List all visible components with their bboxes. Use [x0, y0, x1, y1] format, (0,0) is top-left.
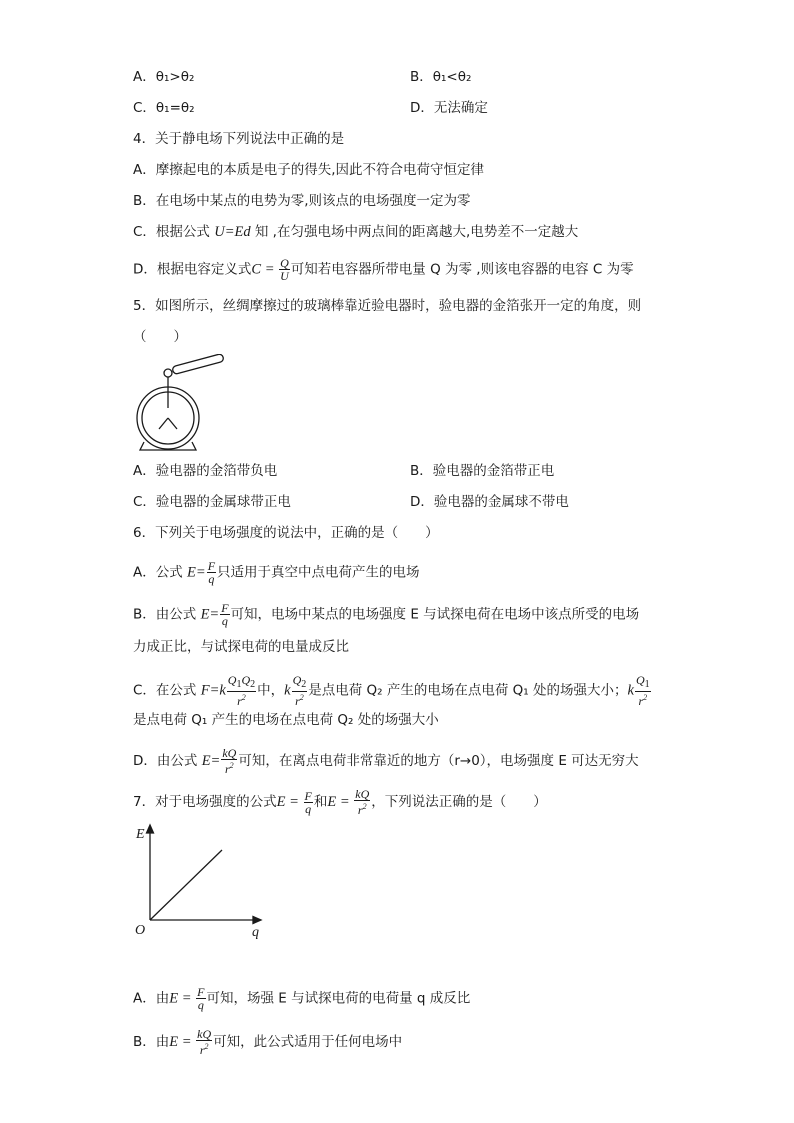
coulomb-fraction: $\frac{Q_1Q_2}{r^2}$ — [227, 673, 256, 708]
point-charge-fraction: $\frac{kQ}{r^2}$ — [197, 1027, 212, 1057]
q6-option-a: A．公式 E= $\frac{F}{q}$ 只适用于真空中点电荷产生的电场 — [133, 559, 420, 586]
capacitance-formula-lhs: C = — [251, 261, 279, 278]
field-definition-fraction: $\frac{F}{q}$ — [304, 788, 312, 816]
q5-option-c: C．验电器的金属球带正电 — [133, 494, 291, 510]
q6-b-suffix: 可知，电场中某点的电场强度 E 与试探电荷在电场中该点所受的电场 — [230, 606, 640, 623]
q3-option-c: C．θ₁=θ₂ — [133, 100, 195, 116]
q6-b-prefix: B．由公式 — [133, 606, 201, 623]
q6-option-b: B．由公式 E= $\frac{F}{q}$ 可知，电场中某点的电场强度 E 与试探电荷在电场中该点所受的电场 — [133, 601, 640, 628]
q1-field-fraction: $\frac{Q_1}{r^2}$ — [635, 673, 650, 708]
q2-field-fraction: $\frac{Q_2}{r^2}$ — [292, 673, 307, 708]
q4-d-prefix: D．根据电容定义式 — [133, 261, 252, 278]
q4-c-prefix: C．根据公式 — [133, 224, 215, 240]
q4-option-b: B．在电场中某点的电势为零,则该点的电场强度一定为零 — [133, 193, 471, 209]
q7-a-suffix: 可知，场强 E 与试探电荷的电荷量 q 成反比 — [206, 990, 471, 1007]
q6-d-suffix: 可知，在离点电荷非常靠近的地方（r→0），电场强度 E 可达无穷大 — [238, 753, 639, 769]
q6-stem: 6．下列关于电场强度的说法中，正确的是（ ） — [133, 525, 439, 541]
q5-option-d: D．验电器的金属球不带电 — [410, 494, 569, 510]
q4-option-a: A．摩擦起电的本质是电子的得失,因此不符合电荷守恒定律 — [133, 162, 485, 178]
y-axis-label: E — [136, 827, 145, 842]
q6-a-suffix: 只适用于真空中点电荷产生的电场 — [217, 564, 420, 581]
q3-option-b: B．θ₁<θ₂ — [410, 69, 472, 85]
q3-option-a: A．θ₁>θ₂ — [133, 69, 195, 85]
q7-stem: 7．对于电场强度的公式E = $\frac{F}{q}$ 和E = $\frac{kQ}{r^2}$ ，下列说法正确的是（ ） — [133, 787, 547, 817]
q3-option-d: D．无法确定 — [410, 100, 488, 116]
q4-d-suffix: 可知若电容器所带电量 Q 为零 ,则该电容器的电容 C 为零 — [290, 261, 634, 278]
q6-c-prefix: C．在公式 — [133, 682, 201, 699]
q5-option-a: A．验电器的金箔带负电 — [133, 463, 278, 479]
q4-stem: 4．关于静电场下列说法中正确的是 — [133, 131, 345, 147]
q6-option-c-continued: 是点电荷 Q₁ 产生的电场在点电荷 Q₂ 处的场强大小 — [133, 712, 439, 728]
origin-label: O — [135, 923, 146, 938]
q4-option-d — [133, 257, 634, 282]
graph-line — [150, 850, 222, 920]
q5-paren: （ ） — [133, 329, 187, 345]
q7-option-b: B．由E = $\frac{kQ}{r^2}$ 可知，此公式适用于任何电场中 — [133, 1027, 403, 1057]
q7-b-prefix: B．由 — [133, 1034, 170, 1050]
electroscope-figure — [134, 354, 224, 454]
q6-c-mid1: 中， — [257, 682, 285, 699]
q6-option-d: D．由公式 E= $\frac{kQ}{r^2}$ 可知，在离点电荷非常靠近的地方（r→0），电场强度 E 可达无穷大 — [133, 746, 639, 776]
q7-stem-mid: 和 — [313, 794, 328, 810]
q7-b-suffix: 可知，此公式适用于任何电场中 — [213, 1034, 403, 1050]
field-definition-fraction: $\frac{F}{q}$ — [197, 985, 205, 1012]
q6-c-mid2: 是点电荷 Q₂ 产生的电场在点电荷 Q₁ 处的场强大小； — [308, 682, 628, 699]
glass-rod — [172, 354, 224, 375]
metal-ball — [164, 369, 172, 377]
foil-right — [168, 418, 177, 429]
x-axis-arrow — [253, 917, 261, 924]
e-q-graph — [130, 822, 280, 940]
q5-option-b: B．验电器的金箔带正电 — [410, 463, 555, 479]
y-axis-arrow — [147, 825, 154, 833]
q7-a-prefix: A．由 — [133, 990, 170, 1007]
q7-stem-prefix: 7．对于电场强度的公式 — [133, 794, 277, 810]
q7-option-a: A．由E = $\frac{F}{q}$ 可知，场强 E 与试探电荷的电荷量 q 成反比 — [133, 985, 471, 1012]
q4-c-formula: U=Ed — [214, 224, 251, 240]
point-charge-fraction: $\frac{kQ}{r^2}$ — [355, 787, 370, 817]
point-charge-fraction: $\frac{kQ}{r^2}$ — [222, 746, 237, 776]
foil-left — [159, 418, 168, 429]
capacitance-fraction: $\frac{Q}{U}$ — [280, 256, 289, 283]
q6-option-b-continued: 力成正比，与试探电荷的电量成反比 — [133, 639, 349, 655]
q4-c-suffix: 知 ,在匀强电场中两点间的距离越大,电势差不一定越大 — [250, 224, 579, 240]
q4-option-c — [133, 222, 578, 242]
q6-a-prefix: A．公式 — [133, 564, 188, 581]
x-axis-label: q — [252, 925, 259, 940]
q6-option-c: C．在公式 F=k $\frac{Q_1Q_2}{r^2}$ 中，k $\frac{Q_2}{r^2}$ 是点电荷 Q₂ 产生的电场在点电荷 Q₁ 处的场强大小；k $\frac{Q_1}{r^2}$ — [133, 673, 650, 708]
field-definition-fraction: $\frac{F}{q}$ — [207, 559, 216, 586]
q5-stem: 5．如图所示，丝绸摩擦过的玻璃棒靠近验电器时，验电器的金箔张开一定的角度，则 — [133, 298, 642, 314]
q7-stem-suffix: ，下列说法正确的是（ ） — [371, 794, 547, 810]
q6-d-prefix: D．由公式 — [133, 753, 202, 769]
field-definition-fraction: $\frac{F}{q}$ — [221, 601, 229, 628]
